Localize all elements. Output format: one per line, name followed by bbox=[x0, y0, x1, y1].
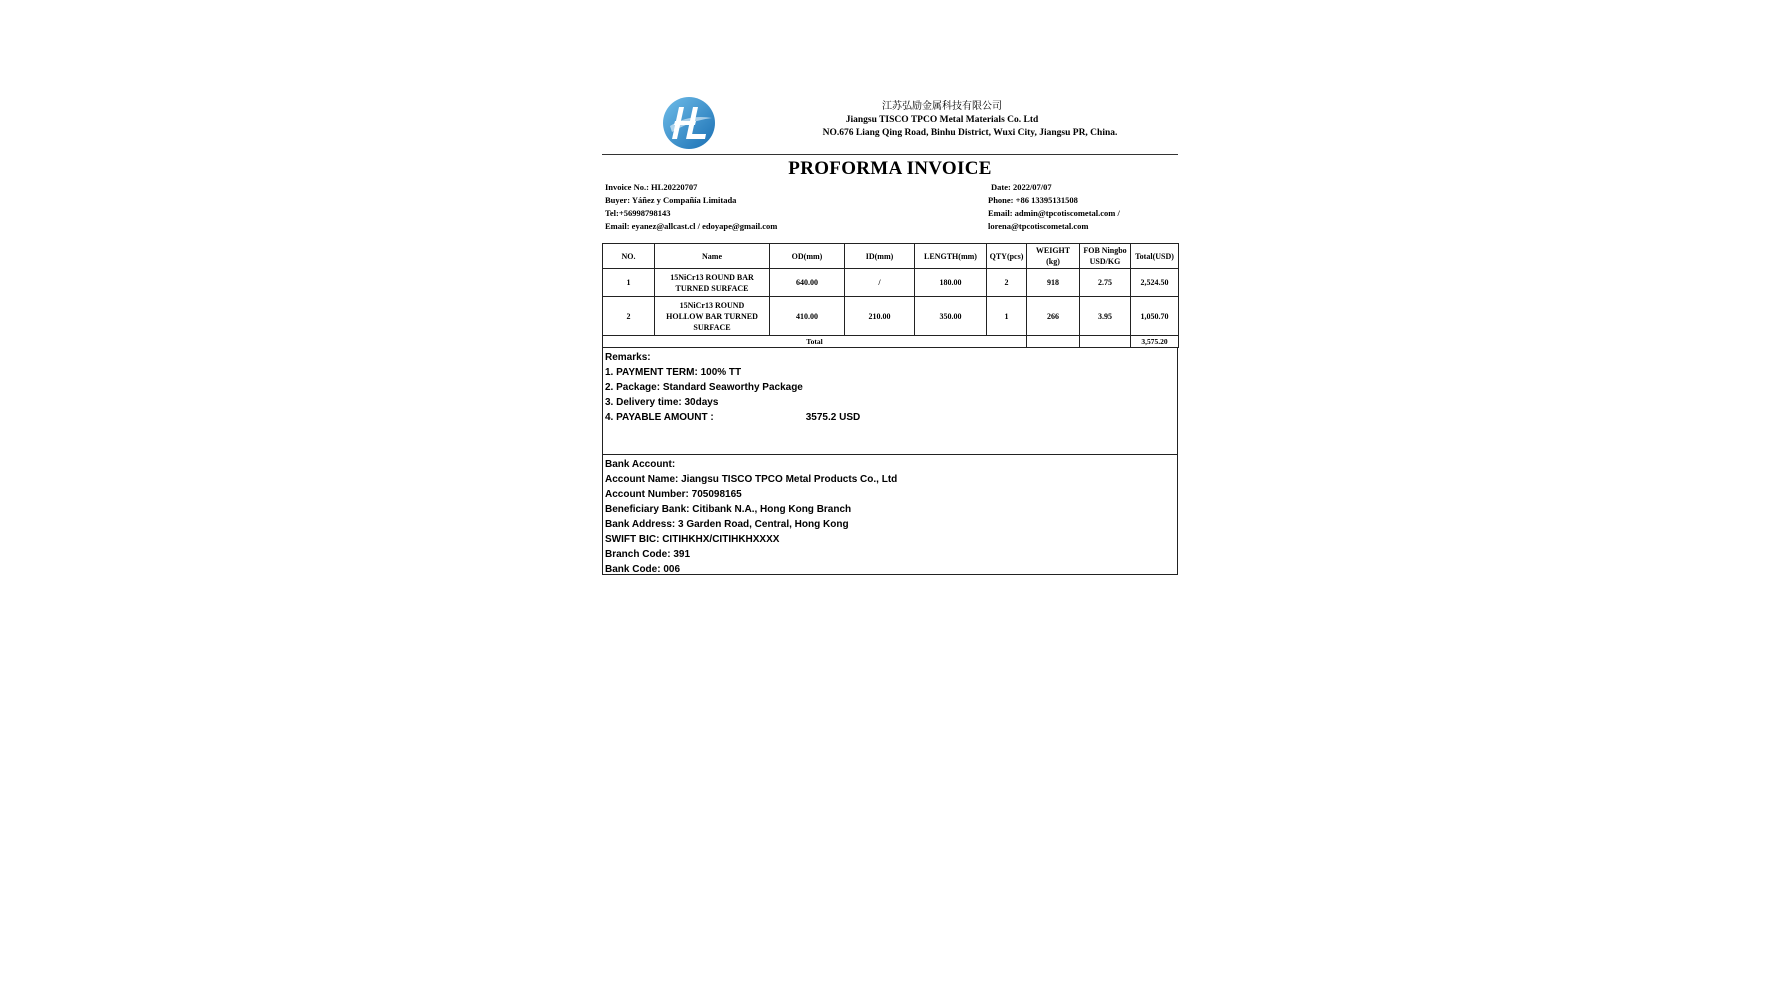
total-weight-empty bbox=[1027, 336, 1080, 348]
remark-package: 2. Package: Standard Seaworthy Package bbox=[605, 382, 803, 393]
company-header bbox=[742, 100, 1178, 141]
cell-total: 1,050.70 bbox=[1131, 297, 1179, 336]
header-no: NO. bbox=[603, 244, 655, 269]
header-fob-line2: USD/KG bbox=[1089, 257, 1121, 266]
header-weight bbox=[1027, 244, 1080, 269]
cell-no: 2 bbox=[603, 297, 655, 336]
total-label: Total bbox=[603, 336, 1027, 348]
remarks-heading: Remarks: bbox=[605, 352, 651, 363]
table-row bbox=[603, 297, 1179, 336]
cell-qty: 2 bbox=[987, 269, 1027, 297]
buyer-info bbox=[605, 181, 777, 233]
bank-branch-code: Branch Code: 391 bbox=[605, 549, 691, 560]
company-address: NO.676 Liang Qing Road, Binhu District, Wuxi City, Jiangsu PR, China. bbox=[822, 128, 1118, 138]
buyer-email: Email: eyanez@allcast.cl / edoyape@gmail.com bbox=[605, 221, 778, 231]
header-id: ID(mm) bbox=[845, 244, 915, 269]
header-total: Total(USD) bbox=[1131, 244, 1179, 269]
header-weight-line1: WEIGHT bbox=[1035, 246, 1071, 255]
total-fob-empty bbox=[1080, 336, 1131, 348]
buyer-tel: Tel:+56998798143 bbox=[605, 208, 671, 218]
cell-qty: 1 bbox=[987, 297, 1027, 336]
invoice-number: Invoice No.: HL20220707 bbox=[605, 182, 698, 192]
header-qty: QTY(pcs) bbox=[987, 244, 1027, 269]
cell-od: 640.00 bbox=[770, 269, 845, 297]
header-od: OD(mm) bbox=[770, 244, 845, 269]
header-name: Name bbox=[655, 244, 770, 269]
seller-email-2: lorena@tpcotiscometal.com bbox=[988, 221, 1089, 231]
invoice-date: Date: 2022/07/07 bbox=[991, 182, 1052, 192]
remark-payable-amount bbox=[605, 410, 1175, 425]
items-table bbox=[602, 243, 1179, 348]
header-fob-line1: FOB Ningbo bbox=[1083, 246, 1127, 255]
bank-address: Bank Address: 3 Garden Road, Central, Hong Kong bbox=[605, 519, 849, 530]
remarks-section bbox=[602, 348, 1178, 455]
buyer-name: Buyer: Yáñez y Compañía Limitada bbox=[605, 195, 737, 205]
header-divider bbox=[602, 154, 1178, 155]
cell-name bbox=[655, 269, 770, 297]
cell-length: 350.00 bbox=[915, 297, 987, 336]
cell-weight: 918 bbox=[1027, 269, 1080, 297]
header-fob bbox=[1080, 244, 1131, 269]
cell-name bbox=[655, 297, 770, 336]
cell-name-line2: TURNED SURFACE bbox=[675, 283, 749, 293]
seller-info bbox=[988, 181, 1120, 233]
cell-id: 210.00 bbox=[845, 297, 915, 336]
bank-account-number: Account Number: 705098165 bbox=[605, 489, 742, 500]
seller-phone: Phone: +86 13395131508 bbox=[988, 195, 1078, 205]
header-weight-line2: (kg) bbox=[1046, 257, 1060, 266]
cell-weight: 266 bbox=[1027, 297, 1080, 336]
cell-od: 410.00 bbox=[770, 297, 845, 336]
remark-delivery-time: 3. Delivery time: 30days bbox=[605, 397, 719, 408]
cell-name-line1: 15NiCr13 ROUND bbox=[679, 300, 745, 310]
document-title: PROFORMA INVOICE bbox=[788, 158, 992, 179]
invoice-info bbox=[602, 180, 1178, 236]
letterhead bbox=[602, 94, 1178, 154]
table-header-row bbox=[603, 244, 1179, 269]
cell-name-line1: 15NiCr13 ROUND BAR bbox=[670, 272, 754, 282]
cell-name-line2: HOLLOW BAR TURNED bbox=[666, 311, 758, 321]
total-value: 3,575.20 bbox=[1131, 336, 1179, 348]
proforma-invoice bbox=[602, 94, 1178, 575]
cell-id: / bbox=[845, 269, 915, 297]
payable-amount-label: 4. PAYABLE AMOUNT : bbox=[605, 412, 714, 423]
table-total-row bbox=[603, 336, 1179, 348]
bank-account-section bbox=[602, 455, 1178, 575]
cell-total: 2,524.50 bbox=[1131, 269, 1179, 297]
cell-fob: 2.75 bbox=[1080, 269, 1131, 297]
company-name-chinese: 江苏弘励金属科技有限公司 bbox=[882, 101, 1002, 112]
bank-code: Bank Code: 006 bbox=[605, 564, 681, 575]
seller-email: Email: admin@tpcotiscometal.com / bbox=[988, 208, 1120, 218]
company-name-english: Jiangsu TISCO TPCO Metal Materials Co. Ltd bbox=[845, 114, 1039, 125]
remark-payment-term: 1. PAYMENT TERM: 100% TT bbox=[605, 367, 742, 378]
bank-swift: SWIFT BIC: CITIHKHX/CITIHKHXXXX bbox=[605, 534, 780, 545]
bank-heading: Bank Account: bbox=[605, 459, 676, 470]
cell-no: 1 bbox=[603, 269, 655, 297]
bank-account-name: Account Name: Jiangsu TISCO TPCO Metal Products Co., Ltd bbox=[605, 474, 898, 485]
table-row bbox=[603, 269, 1179, 297]
cell-name-line3: SURFACE bbox=[693, 322, 731, 332]
company-logo bbox=[662, 96, 716, 150]
payable-amount-value: 3575.2 USD bbox=[805, 412, 861, 423]
bank-beneficiary: Beneficiary Bank: Citibank N.A., Hong Kong Branch bbox=[605, 504, 852, 515]
header-length: LENGTH(mm) bbox=[915, 244, 987, 269]
cell-fob: 3.95 bbox=[1080, 297, 1131, 336]
cell-length: 180.00 bbox=[915, 269, 987, 297]
